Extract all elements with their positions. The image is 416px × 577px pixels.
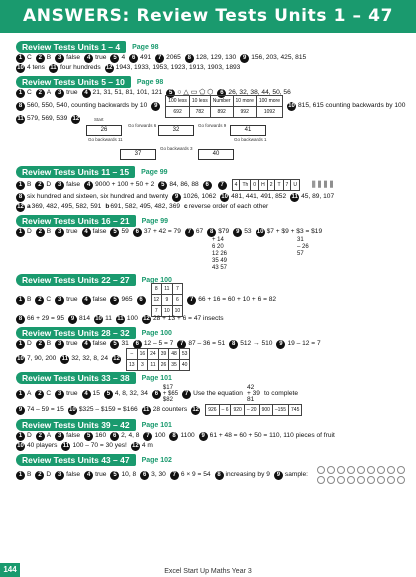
number-table: 100 less 10 less Number 10 more 100 more 692 782 892 992 1092 bbox=[165, 95, 283, 118]
section-title: Review Tests Units 5 – 10 bbox=[16, 76, 131, 88]
answer-line: 10 7, 90, 200 11 32, 32, 8, 24 12 – 16 24 39 48 53 13 3 11 26 35 40 bbox=[16, 349, 410, 369]
answer-line: 10 4 tens 11 four hundreds 12 1943, 1933, 1953, 1923, 1913, 1903, 1893 bbox=[17, 64, 241, 71]
page-number: 144 bbox=[0, 563, 20, 577]
subtraction-table: – 16 24 39 48 53 13 3 11 26 35 40 bbox=[126, 348, 190, 371]
answer-line: 1 B 2 D 3 false 4 true 5 10, 8 6 3, 30 7 6 × 9 = 54 8 increasing by 9 9 sample: bbox=[16, 466, 410, 484]
answer-line: 1 C 2 B 3 false 4 true 5 4 6 491 7 2065 8 128, 129, 130 9 156, 203, 425, 815 bbox=[16, 53, 410, 63]
page-footer bbox=[0, 561, 416, 577]
section-page: Page 98 bbox=[136, 78, 164, 86]
answer-line: 8 560, 550, 540, counting backwards by 10 9 100 less 10 less Number 10 more 100 more 692 782 892 992 1092 10 815, 615 counting backwards by 100 bbox=[16, 98, 410, 114]
section-title: Review Tests Units 43 – 47 bbox=[16, 454, 136, 466]
answer-line: 12 a 369, 482, 495, 582, 591 b 691, 582, 495, 482, 369 c reverse order of each other bbox=[17, 203, 269, 210]
section-page: Page 101 bbox=[141, 421, 172, 429]
answer-line: + 14 6 20 12 26 35 49 43 57 31 – 26 57 bbox=[212, 237, 309, 271]
section-title: Review Tests Units 1 – 4 bbox=[16, 41, 126, 53]
answer-line: 10 40 players 11 100 – 70 = 30 yes! 12 4 m bbox=[17, 442, 153, 449]
section-title: Review Tests Units 28 – 32 bbox=[16, 327, 136, 339]
answer-line: 1 D 2 A 3 false 5 160 6 2, 4, 8 7 100 8 1100 9 61 + 48 = 60 + 50 = 110, 110 pieces of fruit bbox=[16, 431, 410, 441]
section-title: Review Tests Units 16 – 21 bbox=[16, 215, 136, 227]
footer-text: Excel Start Up Maths Year 3 bbox=[164, 568, 252, 575]
section-page: Page 100 bbox=[141, 276, 172, 284]
answer-line: 1 B 2 D 3 false 4 9000 + 100 + 50 + 2 5 84, 86, 88 6 7 4 Th 0 H 2 T 7 U ⫼ ⫼ ⫼ ⫼ bbox=[16, 178, 410, 192]
answer-line: 1 A 2 C 3 true 4 15 5 4, 8, 32, 34 6 $17 + $65 $82 7 Use the equation 42 + 39 81 to complete bbox=[16, 384, 410, 404]
answer-line: 1 C 2 A 3 true 4 21, 31, 51, 81, 101, 121 5 ○ △ ▭ ⬠ ⬡ 6 26, 32, 38, 44, 50, 56 bbox=[16, 88, 410, 98]
answer-line: 1 B 2 C 3 true 4 false 5 965 6 8 11 7 12 9 6 7 10 10 7 66 + 16 = 60 + 10 + 6 = 82 bbox=[16, 286, 410, 314]
section-header bbox=[16, 327, 410, 339]
forwards-backwards-diagram: Start 26 Go forwards 6 32 Go forwards 9 41 Go backwards 11 Go backwards 1 37 Go backwards 3 40 bbox=[16, 125, 410, 163]
page-header bbox=[0, 0, 416, 33]
section-header bbox=[16, 274, 410, 286]
answer-line: 8 66 + 29 = 95 9 814 10 11 11 100 12 28 + 13 + 6 = 47 insects bbox=[16, 314, 410, 324]
section-header bbox=[16, 419, 410, 431]
section-title: Review Tests Units 33 – 38 bbox=[16, 372, 136, 384]
section-page: Page 102 bbox=[141, 456, 172, 464]
page-title: ANSWERS: Review Tests Units 1 – 47 bbox=[23, 6, 393, 26]
abacus-icon: ⫼ ⫼ ⫼ ⫼ bbox=[311, 180, 334, 189]
section-page: Page 98 bbox=[132, 43, 159, 51]
place-value-table: 4 Th 0 H 2 T 7 U bbox=[232, 179, 300, 191]
answer-line: 8 six hundred and sixteen, six hundred and twenty 9 1026, 1062 10 481, 441, 491, 852 11 45, 89, 107 bbox=[16, 192, 410, 202]
shape-icons: ○ △ ▭ ⬠ ⬡ bbox=[177, 89, 214, 96]
section-title: Review Tests Units 11 – 15 bbox=[16, 166, 135, 178]
section-header bbox=[16, 215, 410, 227]
answer-line: 11 579, 569, 539 12 bbox=[17, 115, 80, 122]
section-header bbox=[16, 166, 410, 178]
subtraction-chain: 926 – 6 920 – 20 900 –155 745 bbox=[205, 404, 302, 416]
section-page: Page 99 bbox=[141, 217, 169, 225]
answer-line: 9 74 – 59 = 15 10 $325 – $159 = $166 11 28 counters 12 926 – 6 920 – 20 900 –155 745 bbox=[16, 404, 410, 416]
magic-square: 8 11 7 12 9 6 7 10 10 bbox=[151, 283, 184, 317]
section-header bbox=[16, 41, 410, 53]
answer-line: 1 D 2 B 3 true 4 false 5 31 6 12 – 5 = 7 7 87 – 36 = 51 8 512 → 510 9 19 – 12 = 7 bbox=[16, 339, 410, 349]
section-header bbox=[16, 76, 410, 88]
section-title: Review Tests Units 22 – 27 bbox=[16, 274, 136, 286]
section-title: Review Tests Units 39 – 42 bbox=[16, 419, 136, 431]
answer-line: 1 D 2 B 3 true 4 false 5 59 6 37 + 42 = 79 7 67 8 $79 9 53 10 $7 + $9 + $3 = $19 bbox=[16, 227, 410, 237]
section-page: Page 100 bbox=[141, 329, 172, 337]
section-header bbox=[16, 372, 410, 384]
section-page: Page 101 bbox=[141, 374, 172, 382]
counter-circles bbox=[316, 465, 406, 485]
section-page: Page 99 bbox=[141, 168, 168, 176]
answers-content bbox=[16, 38, 410, 484]
